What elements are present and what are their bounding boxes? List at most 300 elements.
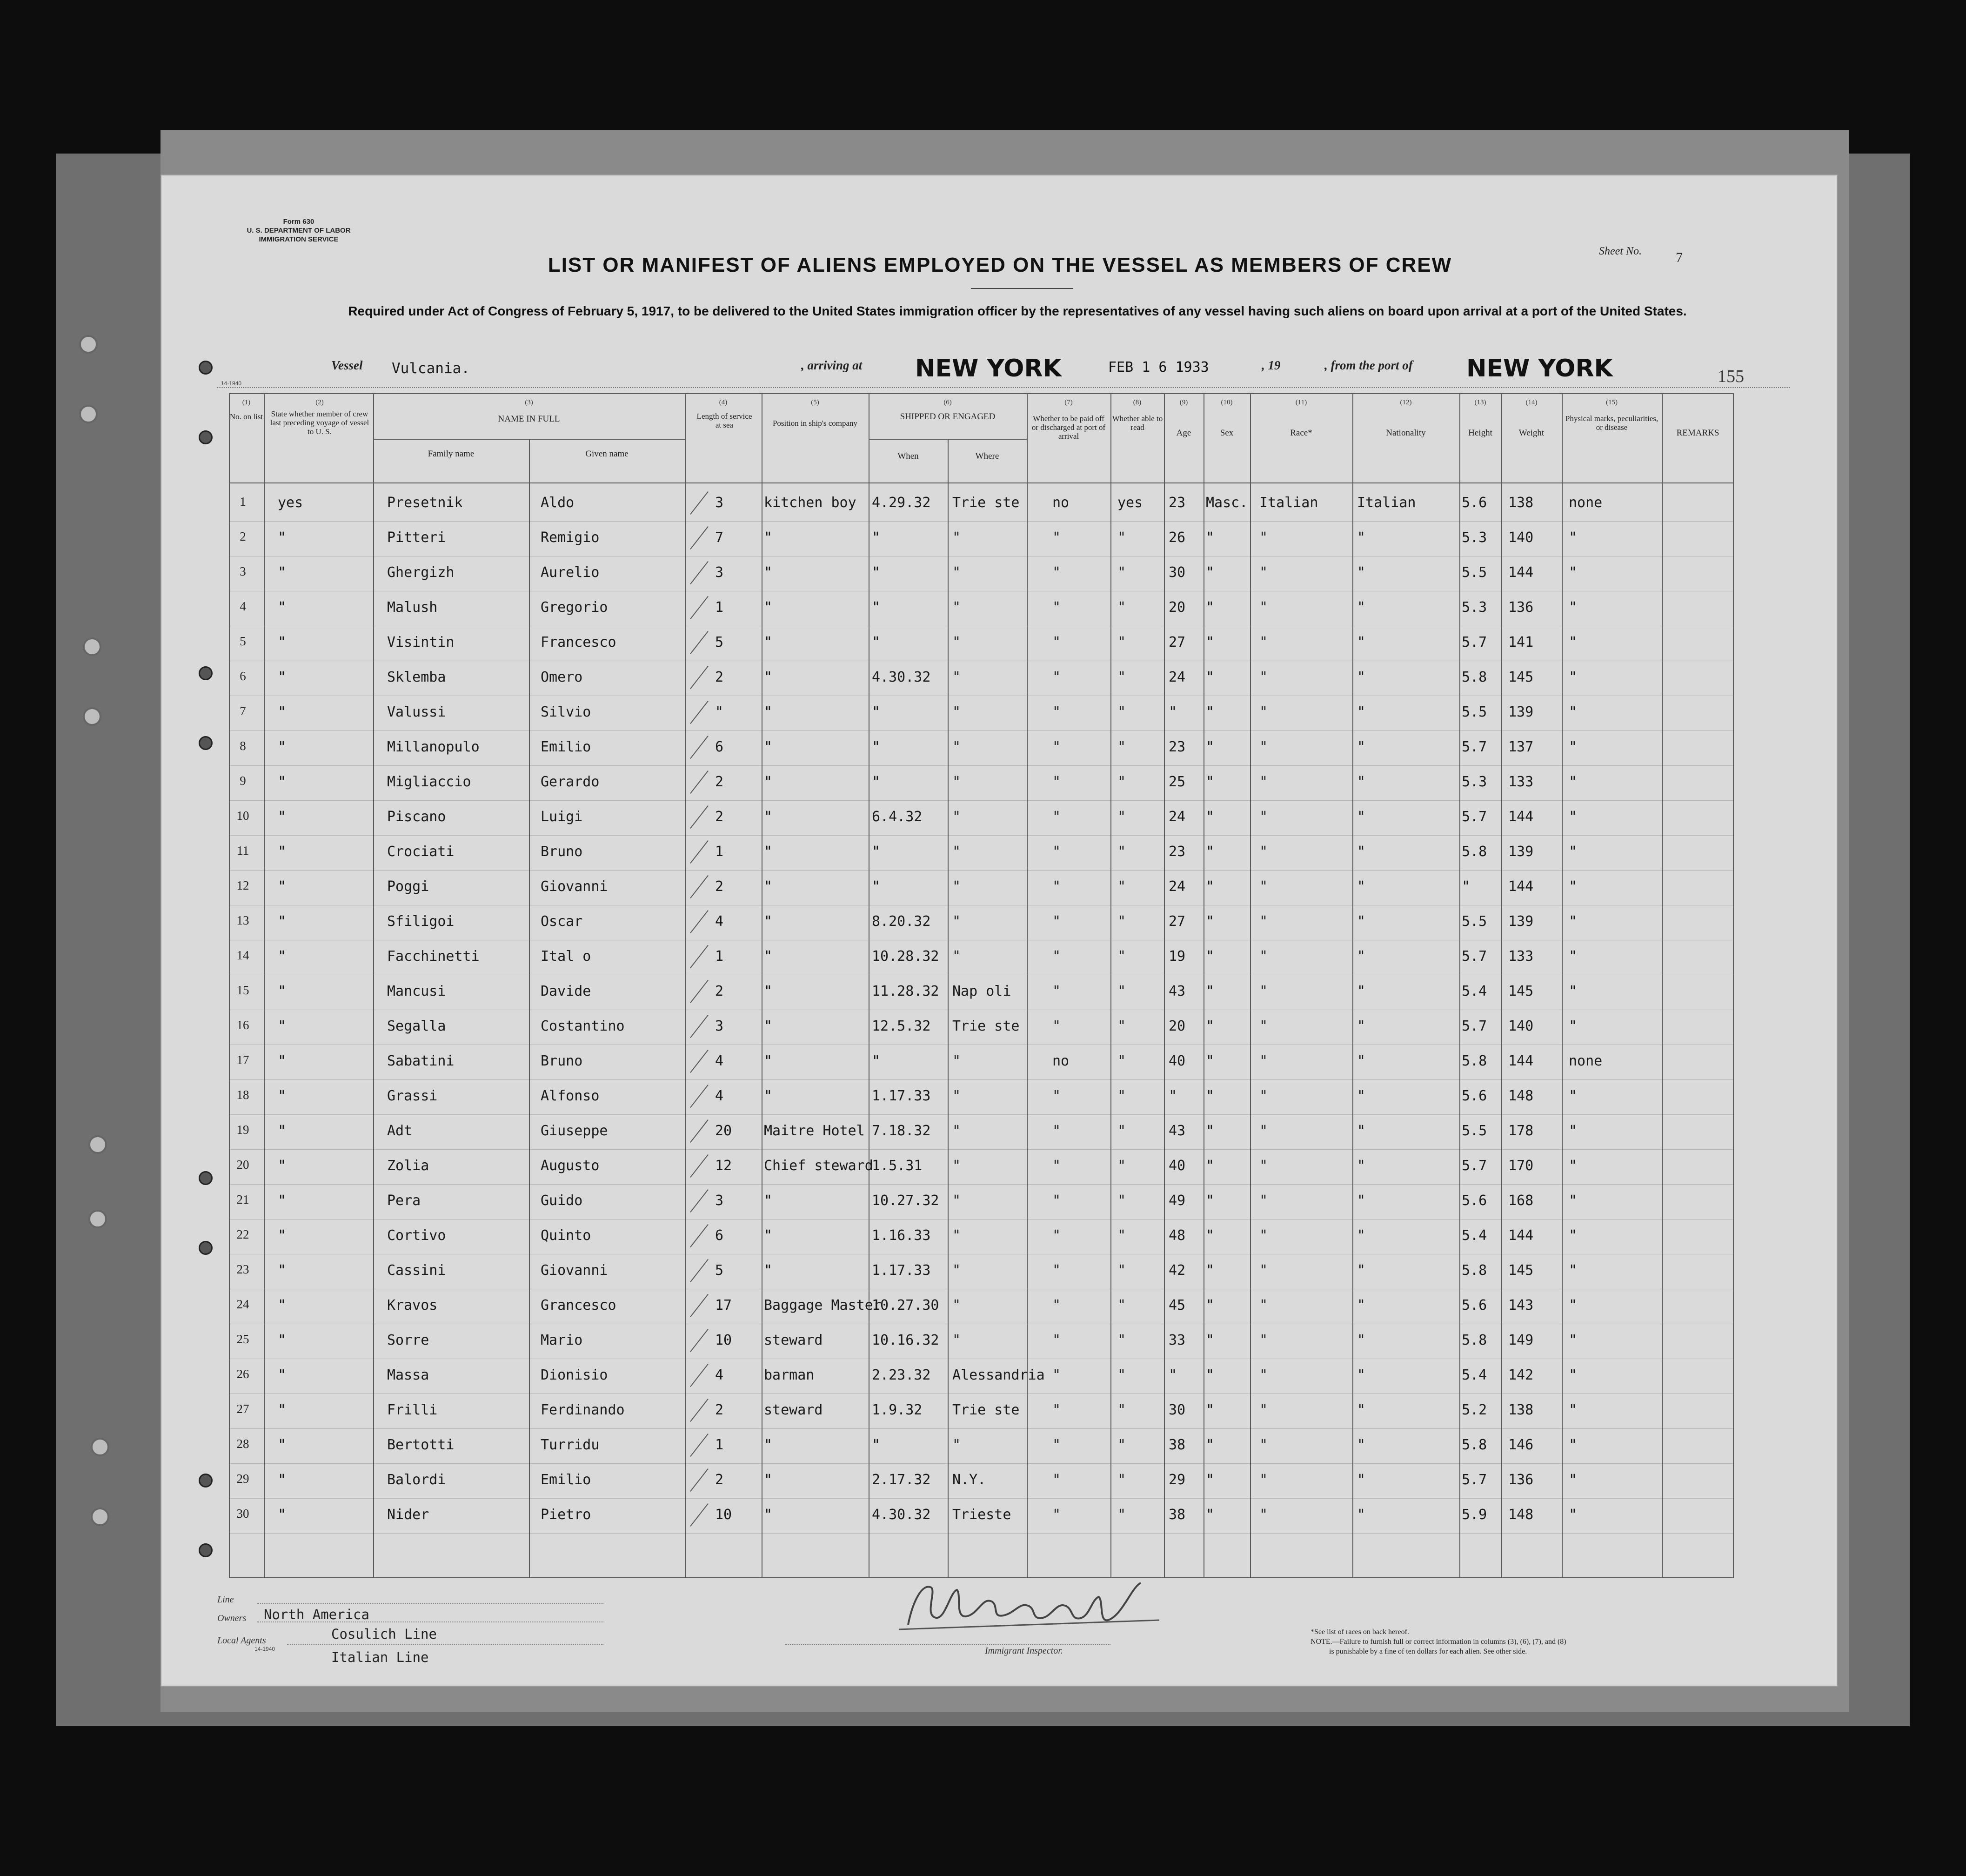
cell-shipped-when: " — [872, 564, 881, 581]
cell-nationality: " — [1357, 564, 1366, 581]
cell-sex: " — [1206, 774, 1215, 790]
owners-label: Owners — [217, 1613, 247, 1623]
cell-age: " — [1169, 704, 1177, 720]
cell-position: " — [764, 564, 773, 581]
cell-race: " — [1259, 634, 1268, 650]
cell-position: " — [764, 1472, 773, 1488]
cell-shipped-when: 10.28.32 — [872, 948, 939, 965]
cell-physical-marks: " — [1569, 1018, 1578, 1034]
cell-height: 5.3 — [1462, 529, 1487, 546]
cell-race: " — [1259, 913, 1268, 930]
cell-weight: 145 — [1508, 669, 1534, 685]
cell-physical-marks: " — [1569, 1507, 1578, 1523]
cell-length-of-service: 5 — [715, 634, 724, 650]
cell-physical-marks: " — [1569, 948, 1578, 965]
cell-nationality: " — [1357, 1193, 1366, 1209]
cell-able-to-read: " — [1117, 1262, 1126, 1279]
col-header-family-name: Family name — [428, 449, 475, 459]
crew-table — [229, 393, 1734, 1577]
cell-family-name: Cortivo — [387, 1227, 446, 1244]
cell-family-name: Ghergizh — [387, 564, 455, 581]
col-divider — [948, 439, 949, 1577]
cell-given-name: Ital o — [541, 948, 591, 965]
cell-paid-off: " — [1052, 1367, 1061, 1383]
tally-check-mark — [690, 1224, 709, 1247]
cell-race: " — [1259, 948, 1268, 965]
cell-length-of-service: 5 — [715, 1262, 724, 1279]
rivet — [199, 1543, 213, 1557]
cell-height: 5.8 — [1462, 844, 1487, 860]
cell-paid-off: " — [1052, 774, 1061, 790]
cell-paid-off: " — [1052, 1018, 1061, 1034]
cell-able-to-read: " — [1117, 599, 1126, 616]
cell-weight: 145 — [1508, 983, 1534, 999]
cell-shipped-when: 2.17.32 — [872, 1472, 931, 1488]
cell-height: 5.4 — [1462, 1227, 1487, 1244]
cell-shipped-when: 6.4.32 — [872, 809, 923, 825]
cell-race: " — [1259, 1332, 1268, 1348]
cell-shipped-where: " — [952, 948, 961, 965]
cell-physical-marks: " — [1569, 878, 1578, 895]
col-header-remarks: REMARKS — [1676, 428, 1719, 438]
cell-sex: " — [1206, 1507, 1215, 1523]
cell-position: steward — [764, 1402, 823, 1418]
row-number: 19 — [236, 1123, 249, 1137]
cell-sex: " — [1206, 844, 1215, 860]
cell-shipped-when: " — [872, 774, 881, 790]
cell-shipped-where: Trie ste — [952, 1018, 1020, 1034]
col-divider — [1562, 393, 1563, 1577]
cell-age: 49 — [1169, 1193, 1186, 1209]
cell-previous-voyage: " — [278, 1088, 287, 1104]
cell-physical-marks: " — [1569, 739, 1578, 755]
cell-family-name: Sfiligoi — [387, 913, 455, 930]
binder-hole — [88, 1210, 107, 1228]
cell-given-name: Emilio — [541, 739, 591, 755]
cell-race: " — [1259, 878, 1268, 895]
cell-able-to-read: " — [1117, 669, 1126, 685]
cell-paid-off: " — [1052, 1332, 1061, 1348]
cell-position: " — [764, 529, 773, 546]
col-header-position: Position in ship's company — [772, 419, 858, 428]
cell-position: Chief steward — [764, 1158, 873, 1174]
cell-age: 20 — [1169, 1018, 1186, 1034]
footnote-penalty: NOTE.—Failure to furnish full or correct information in columns (3), (6), (7), and (8) — [1311, 1638, 1566, 1646]
cell-height: 5.5 — [1462, 913, 1487, 930]
cell-position: " — [764, 1193, 773, 1209]
row-number: 16 — [236, 1018, 249, 1032]
cell-race: " — [1259, 1507, 1268, 1523]
cell-weight: 144 — [1508, 1227, 1534, 1244]
cell-previous-voyage: " — [278, 878, 287, 895]
row-number: 26 — [236, 1367, 249, 1381]
cell-paid-off: " — [1052, 669, 1061, 685]
cell-position: " — [764, 669, 773, 685]
col-divider — [264, 393, 265, 1577]
cell-shipped-when: " — [872, 599, 881, 616]
cell-previous-voyage: " — [278, 1158, 287, 1174]
cell-shipped-where: Trieste — [952, 1507, 1011, 1523]
cell-physical-marks: " — [1569, 1332, 1578, 1348]
cell-length-of-service: 2 — [715, 669, 724, 685]
cell-weight: 139 — [1508, 913, 1534, 930]
cell-shipped-when: 1.9.32 — [872, 1402, 923, 1418]
row-number: 10 — [236, 809, 249, 823]
cell-height: 5.7 — [1462, 1158, 1487, 1174]
cell-weight: 170 — [1508, 1158, 1534, 1174]
cell-position: " — [764, 1227, 773, 1244]
cell-able-to-read: " — [1117, 634, 1126, 650]
col-header-physical-marks: Physical marks, peculiarities, or disease — [1565, 414, 1658, 432]
cell-nationality: " — [1357, 669, 1366, 685]
cell-weight: 144 — [1508, 1053, 1534, 1069]
cell-weight: 178 — [1508, 1123, 1534, 1139]
col-divider — [1250, 393, 1251, 1577]
cell-length-of-service: 10 — [715, 1332, 732, 1348]
cell-able-to-read: " — [1117, 948, 1126, 965]
col-header-read: Whether able to read — [1112, 414, 1163, 432]
cell-family-name: Kravos — [387, 1297, 438, 1313]
cell-previous-voyage: " — [278, 948, 287, 965]
cell-nationality: " — [1357, 844, 1366, 860]
col-header-nationality: Nationality — [1386, 428, 1426, 438]
cell-height: 5.7 — [1462, 809, 1487, 825]
cell-height: 5.9 — [1462, 1507, 1487, 1523]
cell-able-to-read: " — [1117, 1088, 1126, 1104]
vessel-name: Vulcania. — [392, 360, 470, 377]
cell-shipped-where: " — [952, 1053, 961, 1069]
tally-check-mark — [690, 526, 709, 549]
cell-length-of-service: 4 — [715, 1367, 724, 1383]
cell-position: Maitre Hotel — [764, 1123, 865, 1139]
cell-race: " — [1259, 774, 1268, 790]
cell-sex: " — [1206, 1227, 1215, 1244]
cell-length-of-service: 4 — [715, 1053, 724, 1069]
row-number: 25 — [236, 1332, 249, 1346]
cell-age: 27 — [1169, 634, 1186, 650]
cell-able-to-read: " — [1117, 1193, 1126, 1209]
header-bottom-rule — [229, 482, 1734, 483]
row-number: 22 — [236, 1227, 249, 1241]
cell-weight: 139 — [1508, 844, 1534, 860]
cell-able-to-read: " — [1117, 1053, 1126, 1069]
cell-weight: 143 — [1508, 1297, 1534, 1313]
cell-previous-voyage: " — [278, 1297, 287, 1313]
cell-shipped-where: " — [952, 913, 961, 930]
cell-paid-off: " — [1052, 564, 1061, 581]
cell-race: " — [1259, 1053, 1268, 1069]
cell-sex: " — [1206, 529, 1215, 546]
row-number: 15 — [236, 983, 249, 997]
cell-sex: " — [1206, 913, 1215, 930]
rivet — [199, 430, 213, 444]
cell-given-name: Ferdinando — [541, 1402, 625, 1418]
cell-previous-voyage: " — [278, 1402, 287, 1418]
cell-sex: " — [1206, 1402, 1215, 1418]
col-divider — [1164, 393, 1165, 1577]
cell-nationality: " — [1357, 1507, 1366, 1523]
cell-family-name: Zolia — [387, 1158, 429, 1174]
cell-weight: 139 — [1508, 704, 1534, 720]
tally-check-mark — [690, 1189, 709, 1213]
row-number: 27 — [236, 1402, 249, 1416]
row-number: 2 — [240, 529, 246, 543]
cell-race: " — [1259, 1123, 1268, 1139]
cell-paid-off: " — [1052, 1437, 1061, 1453]
tally-check-mark — [690, 491, 709, 515]
tally-check-mark — [690, 596, 709, 619]
cell-nationality: " — [1357, 634, 1366, 650]
cell-given-name: Francesco — [541, 634, 616, 650]
cell-paid-off: " — [1052, 1402, 1061, 1418]
cell-age: 24 — [1169, 669, 1186, 685]
cell-physical-marks: none — [1569, 495, 1603, 511]
cell-shipped-where: " — [952, 669, 961, 685]
cell-physical-marks: " — [1569, 564, 1578, 581]
cell-previous-voyage: " — [278, 774, 287, 790]
binder-hole — [79, 335, 98, 354]
cell-sex: " — [1206, 1088, 1215, 1104]
cell-family-name: Mancusi — [387, 983, 446, 999]
cell-family-name: Presetnik — [387, 495, 463, 511]
col-header-no: No. on list — [229, 412, 263, 421]
cell-length-of-service: 7 — [715, 529, 724, 546]
cell-sex: " — [1206, 983, 1215, 999]
cell-paid-off: " — [1052, 878, 1061, 895]
cell-length-of-service: 1 — [715, 948, 724, 965]
cell-family-name: Bertotti — [387, 1437, 455, 1453]
cell-position: " — [764, 599, 773, 616]
cell-age: 25 — [1169, 774, 1186, 790]
cell-nationality: " — [1357, 1332, 1366, 1348]
row-number: 14 — [236, 948, 249, 962]
cell-nationality: " — [1357, 1472, 1366, 1488]
cell-able-to-read: " — [1117, 704, 1126, 720]
cell-age: 24 — [1169, 809, 1186, 825]
cell-age: 30 — [1169, 564, 1186, 581]
cell-race: Italian — [1259, 495, 1318, 511]
cell-given-name: Aurelio — [541, 564, 600, 581]
agents-rule — [287, 1644, 603, 1645]
cell-age: 48 — [1169, 1227, 1186, 1244]
cell-shipped-where: " — [952, 878, 961, 895]
cell-weight: 142 — [1508, 1367, 1534, 1383]
col-divider — [373, 393, 374, 1577]
tally-check-mark — [690, 1154, 709, 1178]
cell-shipped-where: Nap oli — [952, 983, 1011, 999]
cell-height: 5.8 — [1462, 1262, 1487, 1279]
cell-nationality: " — [1357, 1367, 1366, 1383]
col-num: (13) — [1474, 399, 1486, 406]
form-department: U. S. DEPARTMENT OF LABOR — [247, 227, 351, 234]
row-number: 17 — [236, 1053, 249, 1067]
cell-height: 5.4 — [1462, 983, 1487, 999]
cell-paid-off: " — [1052, 1262, 1061, 1279]
cell-paid-off: " — [1052, 809, 1061, 825]
cell-physical-marks: " — [1569, 1297, 1578, 1313]
row-rule — [229, 800, 1734, 801]
col-divider — [1352, 393, 1353, 1577]
cell-given-name: Quinto — [541, 1227, 591, 1244]
cell-height: 5.6 — [1462, 1297, 1487, 1313]
cell-physical-marks: " — [1569, 634, 1578, 650]
cell-age: " — [1169, 1367, 1177, 1383]
cell-height: 5.3 — [1462, 599, 1487, 616]
cell-given-name: Dionisio — [541, 1367, 608, 1383]
cell-given-name: Remigio — [541, 529, 600, 546]
cell-family-name: Facchinetti — [387, 948, 480, 965]
from-port: NEW YORK — [1466, 355, 1613, 382]
cell-shipped-when: 1.17.33 — [872, 1088, 931, 1104]
cell-nationality: " — [1357, 1158, 1366, 1174]
cell-shipped-where: " — [952, 774, 961, 790]
cell-given-name: Gregorio — [541, 599, 608, 616]
footnote-penalty-cont: is punishable by a fine of ten dollars for each alien. See other side. — [1329, 1648, 1527, 1655]
col-divider — [1027, 393, 1028, 1577]
cell-length-of-service: 10 — [715, 1507, 732, 1523]
row-number: 21 — [236, 1193, 249, 1206]
tally-check-mark — [690, 1015, 709, 1038]
cell-physical-marks: " — [1569, 844, 1578, 860]
cell-able-to-read: " — [1117, 1437, 1126, 1453]
cell-age: 45 — [1169, 1297, 1186, 1313]
line-label: Line — [217, 1595, 234, 1605]
cell-previous-voyage: " — [278, 1507, 287, 1523]
cell-given-name: Augusto — [541, 1158, 600, 1174]
cell-family-name: Segalla — [387, 1018, 446, 1034]
cell-shipped-when: 10.27.32 — [872, 1193, 939, 1209]
owners-value: North America — [264, 1607, 369, 1622]
cell-position: " — [764, 878, 773, 895]
cell-physical-marks: " — [1569, 529, 1578, 546]
local-agents-label: Local Agents — [217, 1635, 266, 1646]
cell-shipped-where: " — [952, 1297, 961, 1313]
cell-given-name: Oscar — [541, 913, 583, 930]
cell-able-to-read: " — [1117, 774, 1126, 790]
row-number: 8 — [240, 739, 246, 753]
cell-able-to-read: " — [1117, 1297, 1126, 1313]
col-divider — [1662, 393, 1663, 1577]
cell-nationality: " — [1357, 1227, 1366, 1244]
cell-weight: 133 — [1508, 774, 1534, 790]
footnote-races: *See list of races on back hereof. — [1311, 1628, 1409, 1636]
cell-shipped-where: " — [952, 529, 961, 546]
cell-position: " — [764, 774, 773, 790]
cell-physical-marks: " — [1569, 1262, 1578, 1279]
cell-nationality: " — [1357, 1053, 1366, 1069]
col-num: (1) — [242, 399, 251, 406]
cell-length-of-service: 17 — [715, 1297, 732, 1313]
binder-hole — [79, 405, 98, 423]
col-header-paid-off: Whether to be paid off or discharged at port of arrival — [1031, 414, 1106, 441]
cell-height: " — [1462, 878, 1471, 895]
cell-weight: 148 — [1508, 1507, 1534, 1523]
cell-shipped-where: " — [952, 1088, 961, 1104]
cell-sex: " — [1206, 809, 1215, 825]
cell-height: 5.7 — [1462, 948, 1487, 965]
cell-able-to-read: " — [1117, 1472, 1126, 1488]
cell-shipped-when: " — [872, 844, 881, 860]
cell-race: " — [1259, 739, 1268, 755]
form-number: Form 630 — [283, 218, 314, 226]
cell-shipped-where: " — [952, 634, 961, 650]
cell-physical-marks: " — [1569, 1367, 1578, 1383]
col-num: (10) — [1221, 399, 1233, 406]
cell-given-name: Giovanni — [541, 878, 608, 895]
cell-sex: " — [1206, 1332, 1215, 1348]
cell-length-of-service: 2 — [715, 1402, 724, 1418]
cell-nationality: " — [1357, 1123, 1366, 1139]
cell-sex: Masc. — [1206, 495, 1248, 511]
cell-length-of-service: 4 — [715, 913, 724, 930]
cell-shipped-when: 4.30.32 — [872, 1507, 931, 1523]
arrival-date-stamp: FEB 1 6 1933 — [1108, 359, 1209, 375]
cell-shipped-where: " — [952, 1227, 961, 1244]
col-header-previous-voyage: State whether member of crew last preceding voyage of vessel to U. S. — [270, 409, 369, 436]
cell-shipped-where: " — [952, 1123, 961, 1139]
local-agents-value-2: Italian Line — [331, 1649, 429, 1665]
title-rule — [971, 288, 1073, 289]
cell-shipped-where: " — [952, 1332, 961, 1348]
col-num: (11) — [1295, 399, 1307, 406]
cell-race: " — [1259, 1088, 1268, 1104]
cell-previous-voyage: " — [278, 529, 287, 546]
cell-shipped-where: " — [952, 564, 961, 581]
row-rule — [229, 870, 1734, 871]
cell-physical-marks: " — [1569, 913, 1578, 930]
cell-given-name: Giovanni — [541, 1262, 608, 1279]
cell-race: " — [1259, 1193, 1268, 1209]
cell-age: 23 — [1169, 495, 1186, 511]
cell-shipped-when: 10.27.30 — [872, 1297, 939, 1313]
rivet — [199, 736, 213, 750]
cell-position: steward — [764, 1332, 823, 1348]
tally-check-mark — [690, 840, 709, 864]
cell-previous-voyage: " — [278, 739, 287, 755]
cell-previous-voyage: " — [278, 983, 287, 999]
tally-check-mark — [690, 736, 709, 759]
cell-length-of-service: 6 — [715, 1227, 724, 1244]
cell-age: 38 — [1169, 1437, 1186, 1453]
cell-paid-off: " — [1052, 599, 1061, 616]
cell-nationality: " — [1357, 529, 1366, 546]
cell-race: " — [1259, 1018, 1268, 1034]
footer-form-ref: 14-1940 — [254, 1646, 275, 1652]
cell-shipped-where: " — [952, 1262, 961, 1279]
cell-nationality: " — [1357, 1262, 1366, 1279]
cell-length-of-service: 3 — [715, 564, 724, 581]
cell-given-name: Aldo — [541, 495, 575, 511]
rivet — [199, 1241, 213, 1255]
cell-nationality: " — [1357, 774, 1366, 790]
col-header-shipped-engaged: SHIPPED OR ENGAGED — [900, 412, 996, 422]
col-header-length-of-service: Length of service at sea — [696, 412, 752, 429]
cell-family-name: Balordi — [387, 1472, 446, 1488]
cell-sex: " — [1206, 1472, 1215, 1488]
cell-previous-voyage: " — [278, 913, 287, 930]
cell-family-name: Pera — [387, 1193, 421, 1209]
cell-shipped-when: 4.30.32 — [872, 669, 931, 685]
cell-age: 24 — [1169, 878, 1186, 895]
cell-race: " — [1259, 1158, 1268, 1174]
cell-able-to-read: " — [1117, 878, 1126, 895]
row-number: 28 — [236, 1437, 249, 1451]
tally-check-mark — [690, 631, 709, 654]
cell-weight: 168 — [1508, 1193, 1534, 1209]
cell-able-to-read: " — [1117, 1507, 1126, 1523]
cell-age: 42 — [1169, 1262, 1186, 1279]
row-rule — [229, 1463, 1734, 1464]
